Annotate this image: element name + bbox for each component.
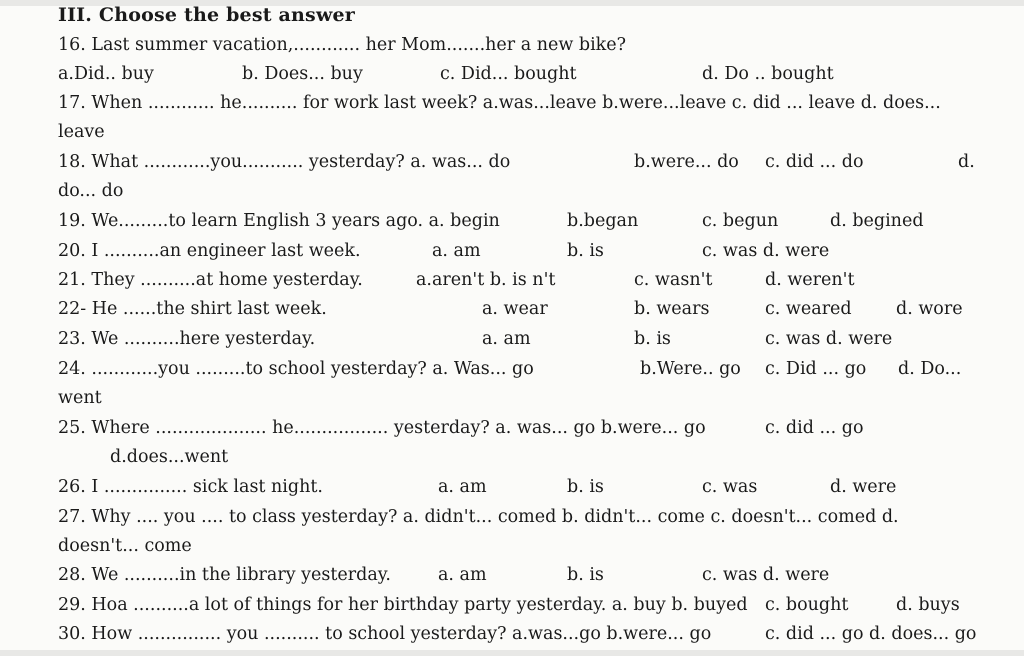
q22-question: 22- He ......the shirt last week. — [58, 299, 327, 319]
q29-option-c: c. bought — [765, 595, 849, 615]
q19-option-b: b.began — [567, 211, 639, 231]
q28-options-cd: c. was d. were — [702, 565, 830, 585]
q16-option-c: c. Did... bought — [440, 64, 577, 84]
q20-option-b: b. is — [567, 241, 604, 261]
q18-option-d: d. — [958, 152, 975, 172]
q25-option-d: d.does...went — [110, 447, 229, 467]
q23-option-b: b. is — [634, 329, 671, 349]
q24-option-b: b.Were.. go — [640, 359, 741, 379]
q17-question: 17. When ............ he.......... for work last week? a.was...leave b.were...leave c. did ... leave d. does... — [58, 93, 941, 113]
q26-option-d: d. were — [830, 477, 897, 497]
q26-option-b: b. is — [567, 477, 604, 497]
q16-option-a: a.Did.. buy — [58, 64, 154, 84]
q30-options-cd: c. did ... go d. does... go — [765, 624, 977, 644]
q16-option-d: d. Do .. bought — [702, 64, 834, 84]
q21-option-d: d. weren't — [765, 270, 855, 290]
q18-question: 18. What ............you........... yesterday? a. was... do — [58, 152, 511, 172]
q23-question: 23. We ..........here yesterday. — [58, 329, 316, 349]
q24-question: 24. ............you .........to school yesterday? a. Was... go — [58, 359, 534, 379]
q24-continuation: went — [58, 388, 102, 408]
q26-option-a: a. am — [438, 477, 487, 497]
bottom-edge — [0, 650, 1024, 656]
q19-option-d: d. begined — [830, 211, 924, 231]
q21-options-ab: a.aren't b. is n't — [416, 270, 556, 290]
q25-option-c: c. did ... go — [765, 418, 864, 438]
q18-continuation: do... do — [58, 181, 124, 201]
q21-option-c: c. wasn't — [634, 270, 713, 290]
q20-option-a: a. am — [432, 241, 481, 261]
q19-option-c: c. begun — [702, 211, 779, 231]
q16-option-b: b. Does... buy — [242, 64, 363, 84]
q28-question: 28. We ..........in the library yesterday. — [58, 565, 391, 585]
q19-question: 19. We.........to learn English 3 years ago. a. begin — [58, 211, 500, 231]
q20-question: 20. I ..........an engineer last week. — [58, 241, 361, 261]
q18-option-c: c. did ... do — [765, 152, 864, 172]
q29-option-d: d. buys — [896, 595, 960, 615]
q24-option-c: c. Did ... go — [765, 359, 867, 379]
q24-option-d: d. Do... — [898, 359, 962, 379]
q27-continuation: doesn't... come — [58, 536, 192, 556]
q27-question: 27. Why .... you .... to class yesterday? a. didn't... comed b. didn't... come c. doesn't... comed d. — [58, 507, 899, 527]
q22-option-b: b. wears — [634, 299, 710, 319]
q28-option-b: b. is — [567, 565, 604, 585]
q21-question: 21. They ..........at home yesterday. — [58, 270, 363, 290]
q23-option-a: a. am — [482, 329, 531, 349]
q22-option-d: d. wore — [896, 299, 963, 319]
q22-option-a: a. wear — [482, 299, 548, 319]
q23-options-cd: c. was d. were — [765, 329, 893, 349]
q26-question: 26. I ............... sick last night. — [58, 477, 323, 497]
q20-options-cd: c. was d. were — [702, 241, 830, 261]
q17-continuation: leave — [58, 122, 105, 142]
q22-option-c: c. weared — [765, 299, 852, 319]
q16-question: 16. Last summer vacation,............ her Mom.......her a new bike? — [58, 35, 627, 55]
q29-question: 29. Hoa ..........a lot of things for her birthday party yesterday. a. buy b. buyed — [58, 595, 748, 615]
q30-question: 30. How ............... you .......... to school yesterday? a.was...go b.were... go — [58, 624, 712, 644]
q25-question: 25. Where .................... he................. yesterday? a. was... go b.were... go — [58, 418, 706, 438]
q26-option-c: c. was — [702, 477, 758, 497]
q28-option-a: a. am — [438, 565, 487, 585]
q18-option-b: b.were... do — [634, 152, 739, 172]
section-heading: III. Choose the best answer — [58, 4, 356, 26]
